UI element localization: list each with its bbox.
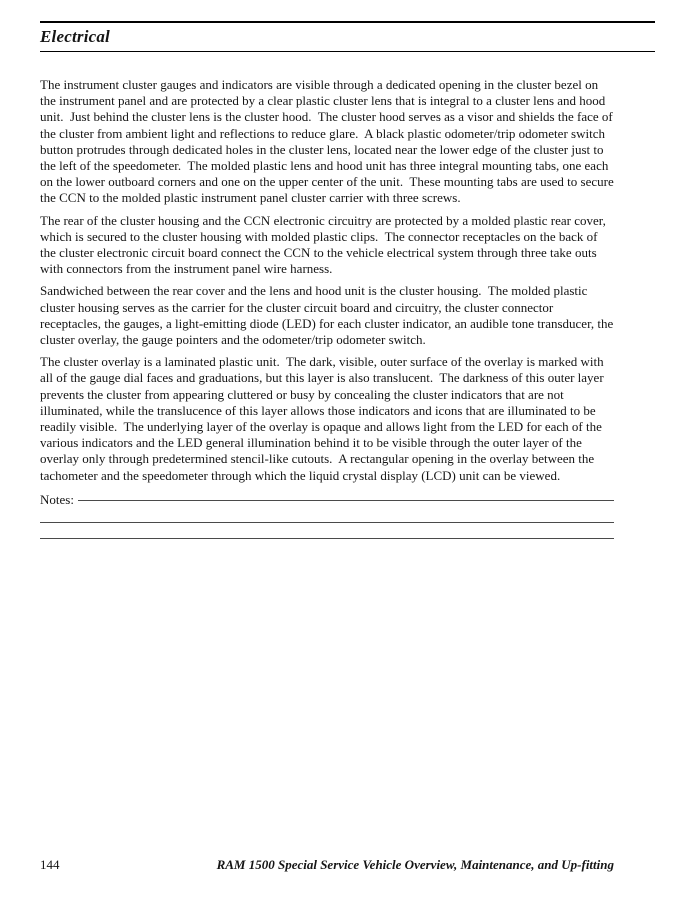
body-paragraph: The rear of the cluster housing and the CCN electronic circuitry are protected by a molded plastic rear cover, which is secured to the cluster housing with molded plastic clips. The connector receptacles on the back of the cluster electronic circuit board connect the CCN to the vehicle electrical system through three take outs with connectors from the instrument panel wire harness. <box>40 212 610 277</box>
page-header <box>40 21 655 52</box>
section-heading: Electrical <box>40 27 110 46</box>
header-rule-top <box>40 21 655 23</box>
body-paragraph: Sandwiched between the rear cover and the lens and hood unit is the cluster housing. The molded plastic cluster housing serves as the carrier for the cluster circuit board and circuitry, the cluster connector receptacles, the gauges, a light-emitting diode (LED) for each cluster indicator, an audible tone transducer, the cluster overlay, the gauge pointers and the odometer/trip odometer switch. <box>40 283 617 348</box>
notes-row <box>40 492 614 508</box>
notes-label: Notes: <box>40 491 74 507</box>
body-paragraph: The cluster overlay is a laminated plastic unit. The dark, visible, outer surface of the overlay is marked with all of the gauge dial faces and graduations, but this layer is also translucent. The darkness of this outer layer prevents the cluster from appearing cluttered or busy by concealing the cluster indicators that are not illuminated, while the translucence of this layer allows those indicators and icons that are illuminated to be readily visible. The underlying layer of the overlay is opaque and allows light from the LED for each of the various indicators and the LED general illumination behind it to be visible through the outer layer of the overlay only through predetermined stencil-like cutouts. A rectangular opening in the overlay between the tachometer and the speedometer through which the liquid crystal display (LCD) unit can be viewed. <box>40 354 607 483</box>
footer-page-number: 144 <box>40 857 60 872</box>
page-footer <box>40 857 614 873</box>
body-paragraph: The instrument cluster gauges and indicators are visible through a dedicated opening in the cluster bezel on the instrument panel and are protected by a clear plastic cluster lens that is integral to a cluster lens and hood unit. Just behind the cluster lens is the cluster hood. The cluster hood serves as a visor and shields the face of the cluster from ambient light and reflections to reduce glare. A black plastic odometer/trip odometer switch button protrudes through dedicated holes in the cluster lens, located near the lower edge of the cluster just to the left of the speedometer. The molded plastic lens and hood unit has three integral mounting tabs, one each on the lower outboard corners and one on the upper center of the unit. These mounting tabs are used to secure the CCN to the molded plastic instrument panel cluster carrier with three screws. <box>40 77 617 206</box>
body-content <box>40 77 617 539</box>
header-rule-bottom <box>40 51 655 52</box>
notes-line <box>40 524 614 539</box>
notes-line <box>78 500 614 501</box>
footer-doc-title: RAM 1500 Special Service Vehicle Overview, Maintenance, and Up-fitting <box>216 857 614 872</box>
notes-line <box>40 508 614 523</box>
